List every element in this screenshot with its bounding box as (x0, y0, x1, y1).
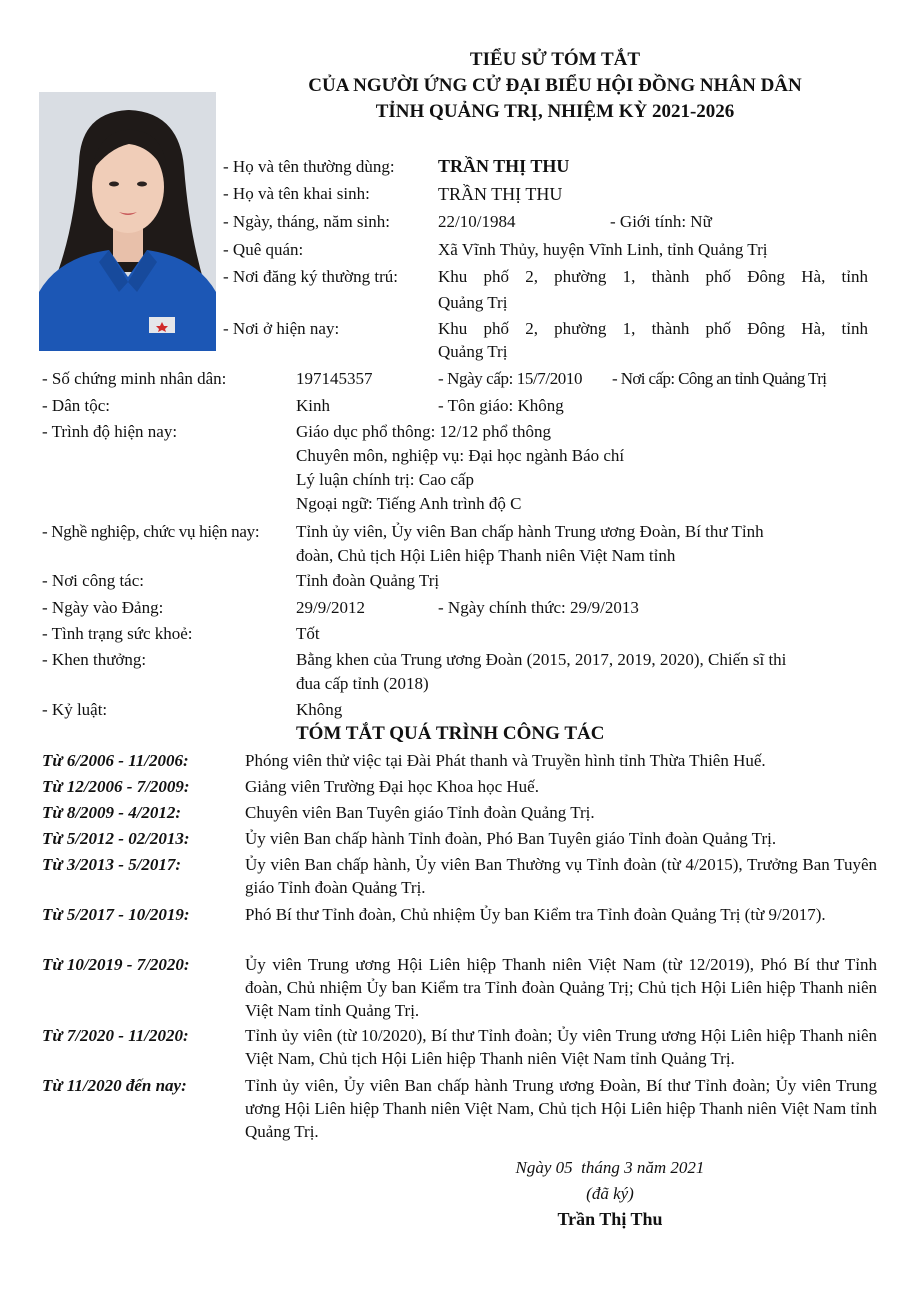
career-period: Từ 3/2013 - 5/2017: (42, 855, 182, 874)
id-issue-date: - Ngày cấp: 15/7/2010 (438, 369, 583, 388)
party-label: - Ngày vào Đảng: (42, 598, 164, 617)
workplace-label: - Nơi công tác: (42, 571, 144, 590)
party-date: 29/9/2012 (296, 598, 365, 617)
dob: 22/10/1984 (438, 212, 516, 231)
career-description: Chuyên viên Ban Tuyên giáo Tỉnh đoàn Quảng Trị. (245, 803, 595, 822)
ethnic: Kinh (296, 396, 330, 415)
career-description: Tỉnh ủy viên, Ủy viên Ban chấp hành Trung ương Đoàn, Bí thư Tỉnh đoàn; Ủy viên Trung ương Hội Liên hiệp Thanh niên Việt Nam, Chủ tịch Hội Liên hiệp Thanh niên Việt Nam tỉnh Quảng Trị. (245, 1076, 877, 1141)
residence-label: - Nơi đăng ký thường trú: (223, 267, 398, 286)
common-name-label: - Họ và tên thường dùng: (223, 157, 395, 176)
career-period: Từ 6/2006 - 11/2006: (42, 751, 189, 770)
career-period: Từ 7/2020 - 11/2020: (42, 1026, 189, 1045)
current-address-label: - Nơi ở hiện nay: (223, 319, 340, 338)
birth-name-label: - Họ và tên khai sinh: (223, 184, 370, 203)
common-name: TRẦN THỊ THU (438, 156, 570, 176)
awards-line-1: Bằng khen của Trung ương Đoàn (2015, 2017, 2019, 2020), Chiến sĩ thi (296, 650, 787, 669)
id-label: - Số chứng minh nhân dân: (42, 369, 227, 388)
career-description: Ủy viên Ban chấp hành Tỉnh đoàn, Phó Ban Tuyên giáo Tỉnh đoàn Quảng Trị. (245, 829, 777, 848)
workplace: Tỉnh đoàn Quảng Trị (296, 571, 440, 590)
ethnic-label: - Dân tộc: (42, 396, 110, 415)
discipline-label: - Kỷ luật: (42, 700, 108, 719)
birth-name: TRẦN THỊ THU (438, 184, 563, 204)
career-period: Từ 8/2009 - 4/2012: (42, 803, 182, 822)
current-address-line-2: Quảng Trị (438, 342, 508, 361)
career-description: Giảng viên Trường Đại học Khoa học Huế. (245, 777, 539, 796)
occupation-line-2: đoàn, Chủ tịch Hội Liên hiệp Thanh niên Việt Nam tỉnh (296, 546, 676, 565)
gender: - Giới tính: Nữ (610, 212, 712, 231)
education-label: - Trình độ hiện nay: (42, 422, 178, 441)
occupation-label: - Nghề nghiệp, chức vụ hiện nay: (42, 522, 260, 541)
party-official: - Ngày chính thức: 29/9/2013 (438, 598, 639, 617)
education-general: Giáo dục phổ thông: 12/12 phổ thông (296, 422, 551, 441)
career-description: Tỉnh ủy viên (từ 10/2020), Bí thư Tỉnh đoàn; Ủy viên Trung ương Hội Liên hiệp Thanh niên Việt Nam, Chủ tịch Hội Liên hiệp Thanh niên Việt Nam tỉnh Quảng Trị. (245, 1026, 877, 1068)
education-major: Chuyên môn, nghiệp vụ: Đại học ngành Báo chí (296, 446, 625, 465)
title-line-2: CỦA NGƯỜI ỨNG CỬ ĐẠI BIỂU HỘI ĐỒNG NHÂN DÂN (308, 75, 802, 96)
title-line-3: TỈNH QUẢNG TRỊ, NHIỆM KỲ 2021-2026 (375, 101, 735, 122)
health: Tốt (296, 624, 320, 643)
hometown-label: - Quê quán: (223, 240, 304, 259)
career-period: Từ 10/2019 - 7/2020: (42, 955, 190, 974)
career-period: Từ 12/2006 - 7/2009: (42, 777, 190, 796)
religion: - Tôn giáo: Không (438, 396, 564, 415)
current-address-line-1: Khu phố 2, phường 1, thành phố Đông Hà, tỉnh (438, 319, 868, 338)
residence-line-1: Khu phố 2, phường 1, thành phố Đông Hà, tỉnh (438, 267, 868, 286)
career-section-title: TÓM TẮT QUÁ TRÌNH CÔNG TÁC (296, 723, 605, 744)
id-issue-place: - Nơi cấp: Công an tỉnh Quảng Trị (612, 369, 827, 388)
occupation-line-1: Tỉnh ủy viên, Ủy viên Ban chấp hành Trung ương Đoàn, Bí thư Tỉnh (296, 522, 764, 541)
health-label: - Tình trạng sức khoẻ: (42, 624, 193, 643)
signer-name: Trần Thị Thu (557, 1209, 663, 1229)
career-description: Phó Bí thư Tỉnh đoàn, Chủ nhiệm Ủy ban Kiểm tra Tỉnh đoàn Quảng Trị (từ 9/2017). (245, 905, 826, 924)
career-period: Từ 5/2017 - 10/2019: (42, 905, 190, 924)
awards-label: - Khen thưởng: (42, 650, 147, 669)
education-language: Ngoại ngữ: Tiếng Anh trình độ C (296, 494, 522, 513)
signature-date: Ngày 05 tháng 3 năm 2021 (515, 1158, 705, 1177)
career-period: Từ 5/2012 - 02/2013: (42, 829, 190, 848)
title-line-1: TIỂU SỬ TÓM TẮT (469, 49, 641, 70)
portrait-photo (39, 92, 216, 351)
career-description: Phóng viên thử việc tại Đài Phát thanh và Truyền hình tỉnh Thừa Thiên Huế. (245, 751, 766, 770)
education-political: Lý luận chính trị: Cao cấp (296, 470, 474, 489)
career-description: Ủy viên Ban chấp hành, Ủy viên Ban Thường vụ Tỉnh đoàn (từ 4/2015), Trưởng Ban Tuyên giáo Tỉnh đoàn Quảng Trị. (245, 855, 877, 897)
career-period: Từ 11/2020 đến nay: (42, 1076, 187, 1095)
awards-line-2: đua cấp tỉnh (2018) (296, 674, 429, 693)
signature-status: (đã ký) (586, 1184, 634, 1203)
discipline: Không (296, 700, 343, 719)
portrait-illustration (39, 92, 216, 351)
residence-line-2: Quảng Trị (438, 293, 508, 312)
dob-label: - Ngày, tháng, năm sinh: (223, 212, 390, 231)
id-number: 197145357 (296, 369, 373, 388)
hometown: Xã Vĩnh Thủy, huyện Vĩnh Linh, tỉnh Quảng Trị (438, 240, 768, 259)
career-description: Ủy viên Trung ương Hội Liên hiệp Thanh niên Việt Nam (từ 12/2019), Phó Bí thư Tỉnh đoàn, Chủ nhiệm Ủy ban Kiểm tra Tỉnh đoàn Quảng Trị; Chủ tịch Hội Liên hiệp Thanh niên Việt Nam tỉnh Quảng Trị. (245, 955, 877, 1020)
